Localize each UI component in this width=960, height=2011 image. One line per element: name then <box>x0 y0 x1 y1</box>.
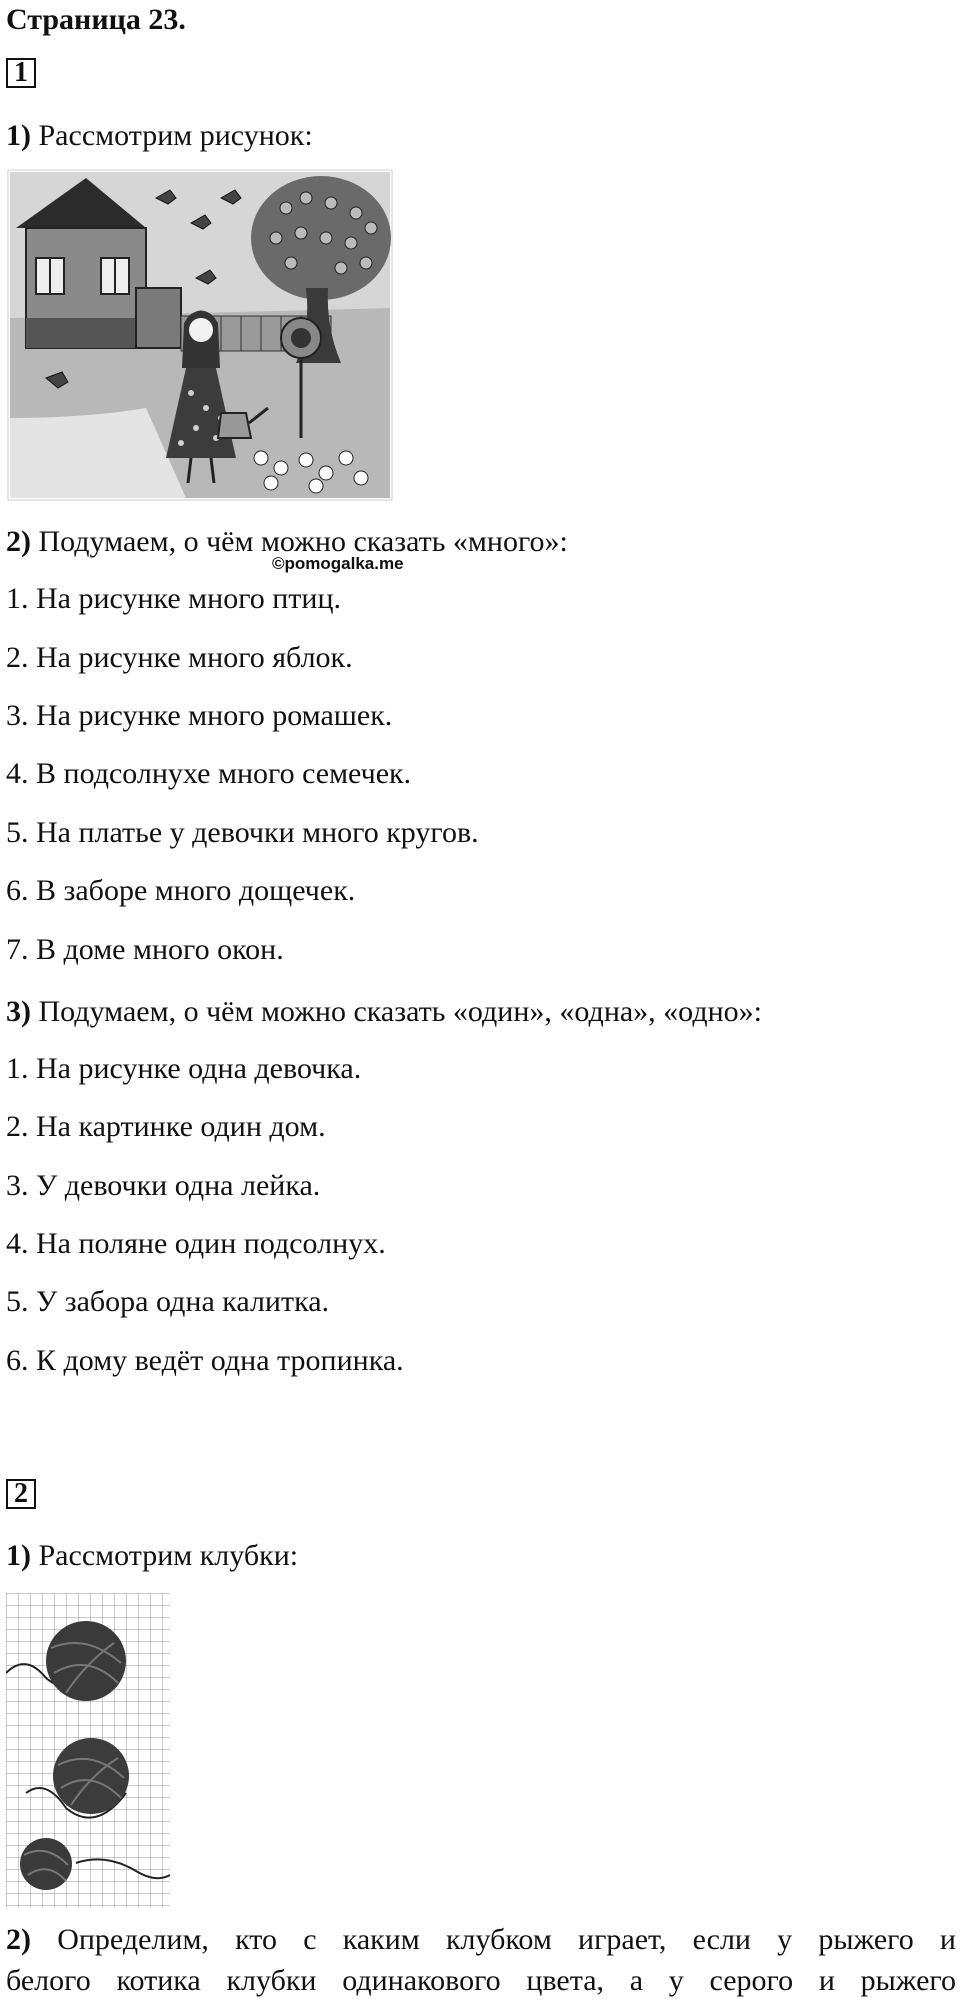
task-1-step-3 <box>6 994 762 1030</box>
list-item: 5. У забора одна калитка. <box>6 1285 330 1318</box>
step-text: Определим, кто с каким клубком играет, если у рыжего и <box>31 1923 956 1956</box>
task-2-number-box: 2 <box>6 1479 36 1509</box>
list-item: 4. В подсолнухе много семечек. <box>6 757 412 790</box>
task-2-step-2-line-2: белого котика клубки одинакового цвета, а у серого и рыжего <box>6 1964 956 1997</box>
list-item: 3. У девочки одна лейка. <box>6 1169 321 1202</box>
list-item: 6. В заборе много дощечек. <box>6 874 356 907</box>
list-item: 6. К дому ведёт одна тропинка. <box>6 1344 404 1377</box>
step-text: Рассмотрим рисунок: <box>31 119 313 152</box>
list-item: 7. В доме много окон. <box>6 933 284 966</box>
list-item: 3. На рисунке много ромашек. <box>6 699 393 732</box>
step-number: 2) <box>6 525 31 558</box>
garden-picture <box>6 168 394 502</box>
task-1-step-1 <box>6 118 313 154</box>
step-text: Подумаем, о чём можно сказать «один», «одна», «одно»: <box>31 995 762 1028</box>
step-number: 3) <box>6 995 31 1028</box>
step-text: Подумаем, о чём можно сказать «много»: <box>31 525 568 558</box>
list-item: 1. На рисунке много птиц. <box>6 582 342 615</box>
list-item: 2. На рисунке много яблок. <box>6 641 353 674</box>
watermark: ©pomogalka.me <box>272 554 404 573</box>
task-1-number-box: 1 <box>6 58 36 88</box>
step-number: 1) <box>6 119 31 152</box>
page-title: Страница 23. <box>6 3 186 36</box>
yarn-balls-picture <box>6 1593 170 1908</box>
task-2-step-1 <box>6 1538 298 1574</box>
list-item: 5. На платье у девочки много кругов. <box>6 816 479 849</box>
step-text: Рассмотрим клубки: <box>31 1539 299 1572</box>
list-item: 4. На поляне один подсолнух. <box>6 1227 386 1260</box>
step-number: 2) <box>6 1923 31 1956</box>
task-2-step-2-line-1 <box>6 1922 956 1958</box>
list-item: 2. На картинке один дом. <box>6 1110 326 1143</box>
list-item: 1. На рисунке одна девочка. <box>6 1052 362 1085</box>
step-number: 1) <box>6 1539 31 1572</box>
